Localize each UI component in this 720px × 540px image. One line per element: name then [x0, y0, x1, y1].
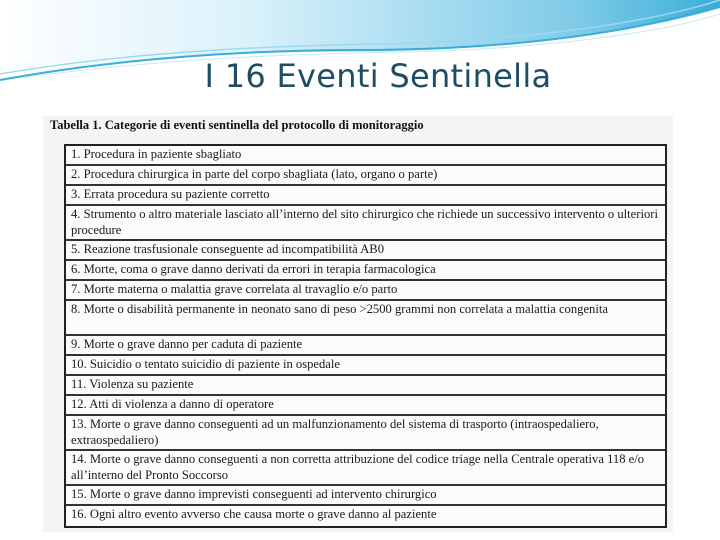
row-text: 1. Procedura in paziente sbagliato [71, 147, 242, 161]
row-text: 10. Suicidio o tentato suicidio di paziente in ospedale [71, 357, 340, 371]
table-row [66, 301, 665, 336]
table-row [66, 376, 665, 396]
row-text: 11. Violenza su paziente [71, 377, 194, 391]
table-row [66, 506, 665, 526]
slide-title: I 16 Eventi Sentinella [204, 57, 552, 95]
row-text: 4. Strumento o altro materiale lasciato all’interno del sito chirurgico che richiede un successivo intervento o ulteriori procedure [71, 207, 658, 237]
row-text: 13. Morte o grave danno conseguenti ad un malfunzionamento del sistema di trasporto (intraospedaliero, extraospedaliero) [71, 417, 599, 447]
row-text: 8. Morte o disabilità permanente in neonato sano di peso >2500 grammi non correlata a malattia congenita [71, 302, 608, 316]
table-row [66, 166, 665, 186]
row-text: 2. Procedura chirurgica in parte del corpo sbagliata (lato, organo o parte) [71, 167, 438, 181]
table-row [66, 336, 665, 356]
table-row [66, 281, 665, 301]
table-row [66, 396, 665, 416]
table-caption: Tabella 1. Categorie di eventi sentinella del protocollo di monitoraggio [50, 118, 424, 132]
row-text: 15. Morte o grave danno imprevisti conseguenti ad intervento chirurgico [71, 487, 437, 501]
row-text: 9. Morte o grave danno per caduta di paziente [71, 337, 303, 351]
sentinel-events-table [64, 144, 667, 528]
table-row [66, 206, 665, 241]
row-text: 12. Atti di violenza a danno di operatore [71, 397, 274, 411]
row-text: 16. Ogni altro evento avverso che causa morte o grave danno al paziente [71, 507, 437, 521]
table-row [66, 146, 665, 166]
table-row [66, 241, 665, 261]
row-text: 7. Morte materna o malattia grave correlata al travaglio e/o parto [71, 282, 398, 296]
table-row [66, 486, 665, 506]
table-row [66, 261, 665, 281]
row-text: 6. Morte, coma o grave danno derivati da errori in terapia farmacologica [71, 262, 436, 276]
row-text: 14. Morte o grave danno conseguenti a non corretta attribuzione del codice triage nella Centrale operativa 118 e/o all’interno del Pronto Soccorso [71, 452, 645, 482]
table-row [66, 451, 665, 486]
row-text: 5. Reazione trasfusionale conseguente ad incompatibilità AB0 [71, 242, 385, 256]
row-text: 3. Errata procedura su paziente corretto [71, 187, 270, 201]
table-row [66, 356, 665, 376]
table-row [66, 186, 665, 206]
table-row [66, 416, 665, 451]
